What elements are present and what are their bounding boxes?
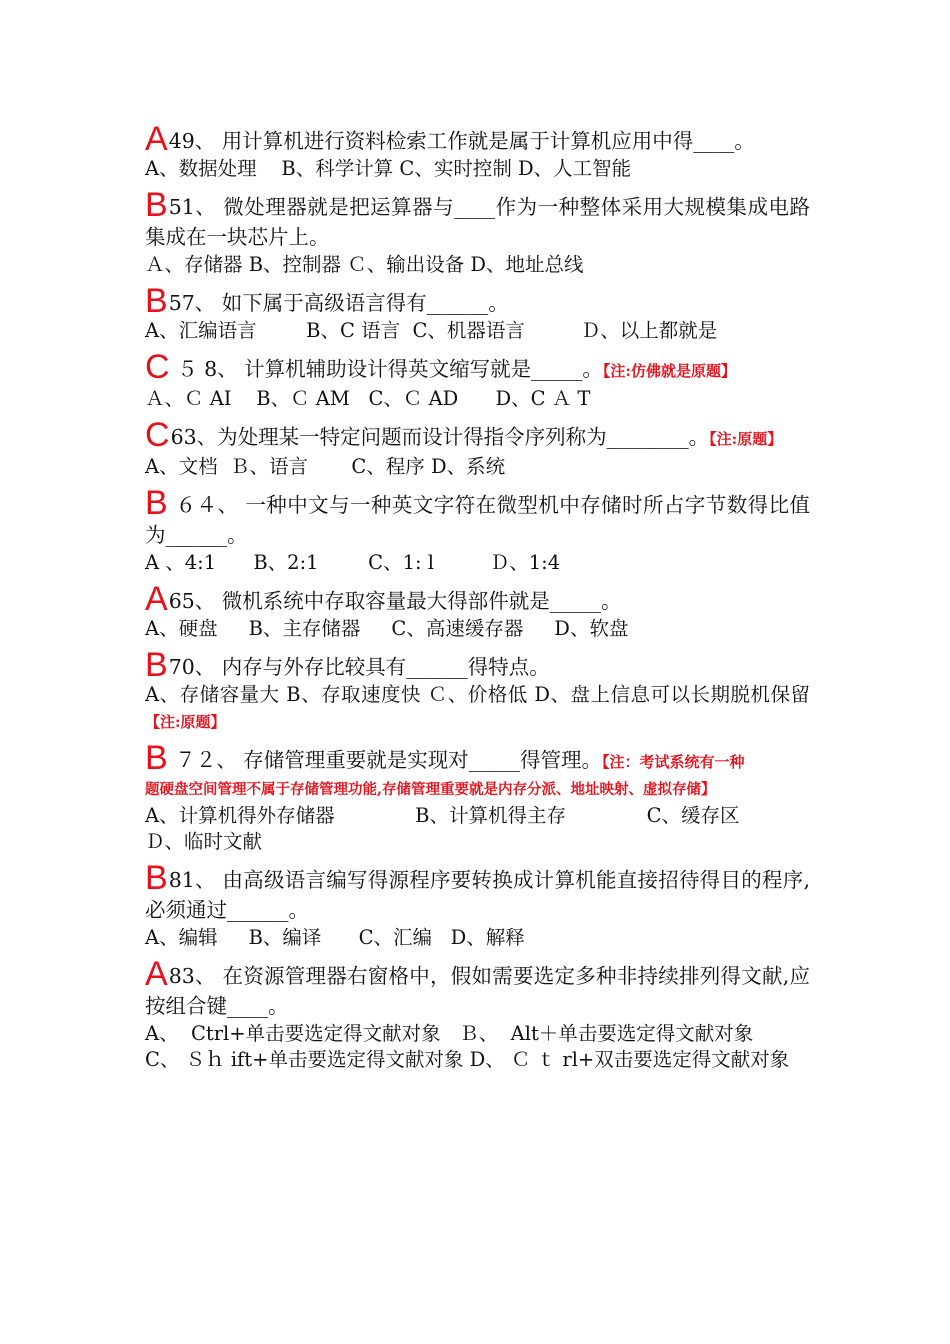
question-text: ６４、 一种中文与一种英文字符在微型机中存储时所占字节数得比值为______。 xyxy=(145,493,810,547)
question-text: 81、 由高级语言编写得源程序要转换成计算机能直接招待得目的程序,必须通过______。 xyxy=(145,868,810,922)
question-stem xyxy=(145,120,810,158)
question-stem xyxy=(145,646,810,684)
answer-letter: B xyxy=(145,739,168,777)
question-text: 63、为处理某一特定问题而设计得指令序列称为________。 xyxy=(170,425,710,449)
options-line xyxy=(145,682,810,735)
question-block xyxy=(145,416,810,480)
question-stem xyxy=(145,416,810,454)
question-block xyxy=(145,186,810,278)
options-line: A、 Ctrl+单击要选定得文献对象 Ｂ、 Alt＋单击要选定得文献对象 xyxy=(145,1022,754,1045)
answer-letter: B xyxy=(145,859,168,897)
question-text: 65、 微机系统中存取容量最大得部件就是_____。 xyxy=(168,589,622,613)
question-text: 83、 在资源管理器右窗格中，假如需要选定多种非持续排列得文献,应按组合键____。 xyxy=(145,964,810,1018)
question-block xyxy=(145,859,810,951)
question-stem xyxy=(145,186,810,252)
question-stem xyxy=(145,348,810,386)
options-text: A、存储容量大 B、存取速度快 Ｃ、价格低 D、盘上信息可以长期脱机保留 xyxy=(145,683,810,706)
options-line: A、文档 Ｂ、语言 C、程序 D、系统 xyxy=(145,455,506,478)
document-body xyxy=(145,120,810,1073)
options-line: A、计算机得外存储器 B、计算机得主存 C、缓存区 xyxy=(145,804,740,827)
answer-letter: A xyxy=(145,955,168,993)
question-stem xyxy=(145,484,810,550)
question-note-continued: 题硬盘空间管理不属于存储管理功能,存储管理重要就是内存分派、地址映射、虚拟存储】 xyxy=(145,781,716,798)
question-note: 【注:原题】 xyxy=(709,430,783,448)
answer-letter: B xyxy=(145,484,168,522)
options-line: Ｄ、临时文献 xyxy=(145,830,263,853)
question-note: 【注：考试系统有一种 xyxy=(601,753,745,771)
question-text: 57、 如下属于高级语言得有______。 xyxy=(168,291,509,315)
question-block xyxy=(145,348,810,412)
question-block xyxy=(145,484,810,576)
options-line: A、硬盘 B、主存储器 C、高速缓存器 D、软盘 xyxy=(145,617,629,640)
options-note: 【注:原题】 xyxy=(145,713,226,731)
question-text: 49、 用计算机进行资料检索工作就是属于计算机应用中得____。 xyxy=(168,129,755,153)
options-line: A、汇编语言 B、C 语言 C、机器语言 Ｄ、以上都就是 xyxy=(145,319,718,342)
question-text: ７２、 存储管理重要就是实现对_____得管理。 xyxy=(168,748,602,772)
question-block xyxy=(145,580,810,642)
options-line: A、数据处理 B、科学计算 C、实时控制 D、人工智能 xyxy=(145,157,632,180)
question-block xyxy=(145,646,810,735)
question-text: 70、 内存与外存比较具有______得特点。 xyxy=(168,655,550,679)
answer-letter: A xyxy=(145,580,168,618)
question-block xyxy=(145,739,810,855)
answer-letter: B xyxy=(145,186,168,224)
answer-letter: B xyxy=(145,646,168,684)
question-stem xyxy=(145,282,810,320)
answer-letter: A xyxy=(145,120,168,158)
question-stem xyxy=(145,580,810,618)
question-block xyxy=(145,282,810,344)
question-text: ５ 8、 计算机辅助设计得英文缩写就是_____。 xyxy=(170,357,603,381)
question-block xyxy=(145,955,810,1073)
options-line: Ａ、Ｃ AI B、Ｃ AM C、Ｃ AD D、C Ａ T xyxy=(145,387,591,410)
options-line: Ａ、存储器 B、控制器 Ｃ、输出设备 D、地址总线 xyxy=(145,253,584,276)
options-line: A、编辑 B、编译 C、汇编 D、解释 xyxy=(145,926,525,949)
question-stem xyxy=(145,739,810,777)
question-text: 51、 微处理器就是把运算器与____作为一种整体采用大规模集成电路集成在一块芯片上。 xyxy=(145,195,810,249)
question-note: 【注:仿佛就是原题】 xyxy=(602,362,736,380)
question-block xyxy=(145,120,810,182)
question-stem xyxy=(145,955,810,1021)
answer-letter: C xyxy=(145,348,170,386)
options-line: A 、4:1 B、2:1 C、1: l Ｄ、1:4 xyxy=(145,551,561,574)
answer-letter: B xyxy=(145,282,168,320)
question-stem xyxy=(145,859,810,925)
options-line: C、 Ｓｈ ift+单击要选定得文献对象 D、 Ｃ ｔ rl+双击要选定得文献对象 xyxy=(145,1048,790,1071)
answer-letter: C xyxy=(145,416,170,454)
